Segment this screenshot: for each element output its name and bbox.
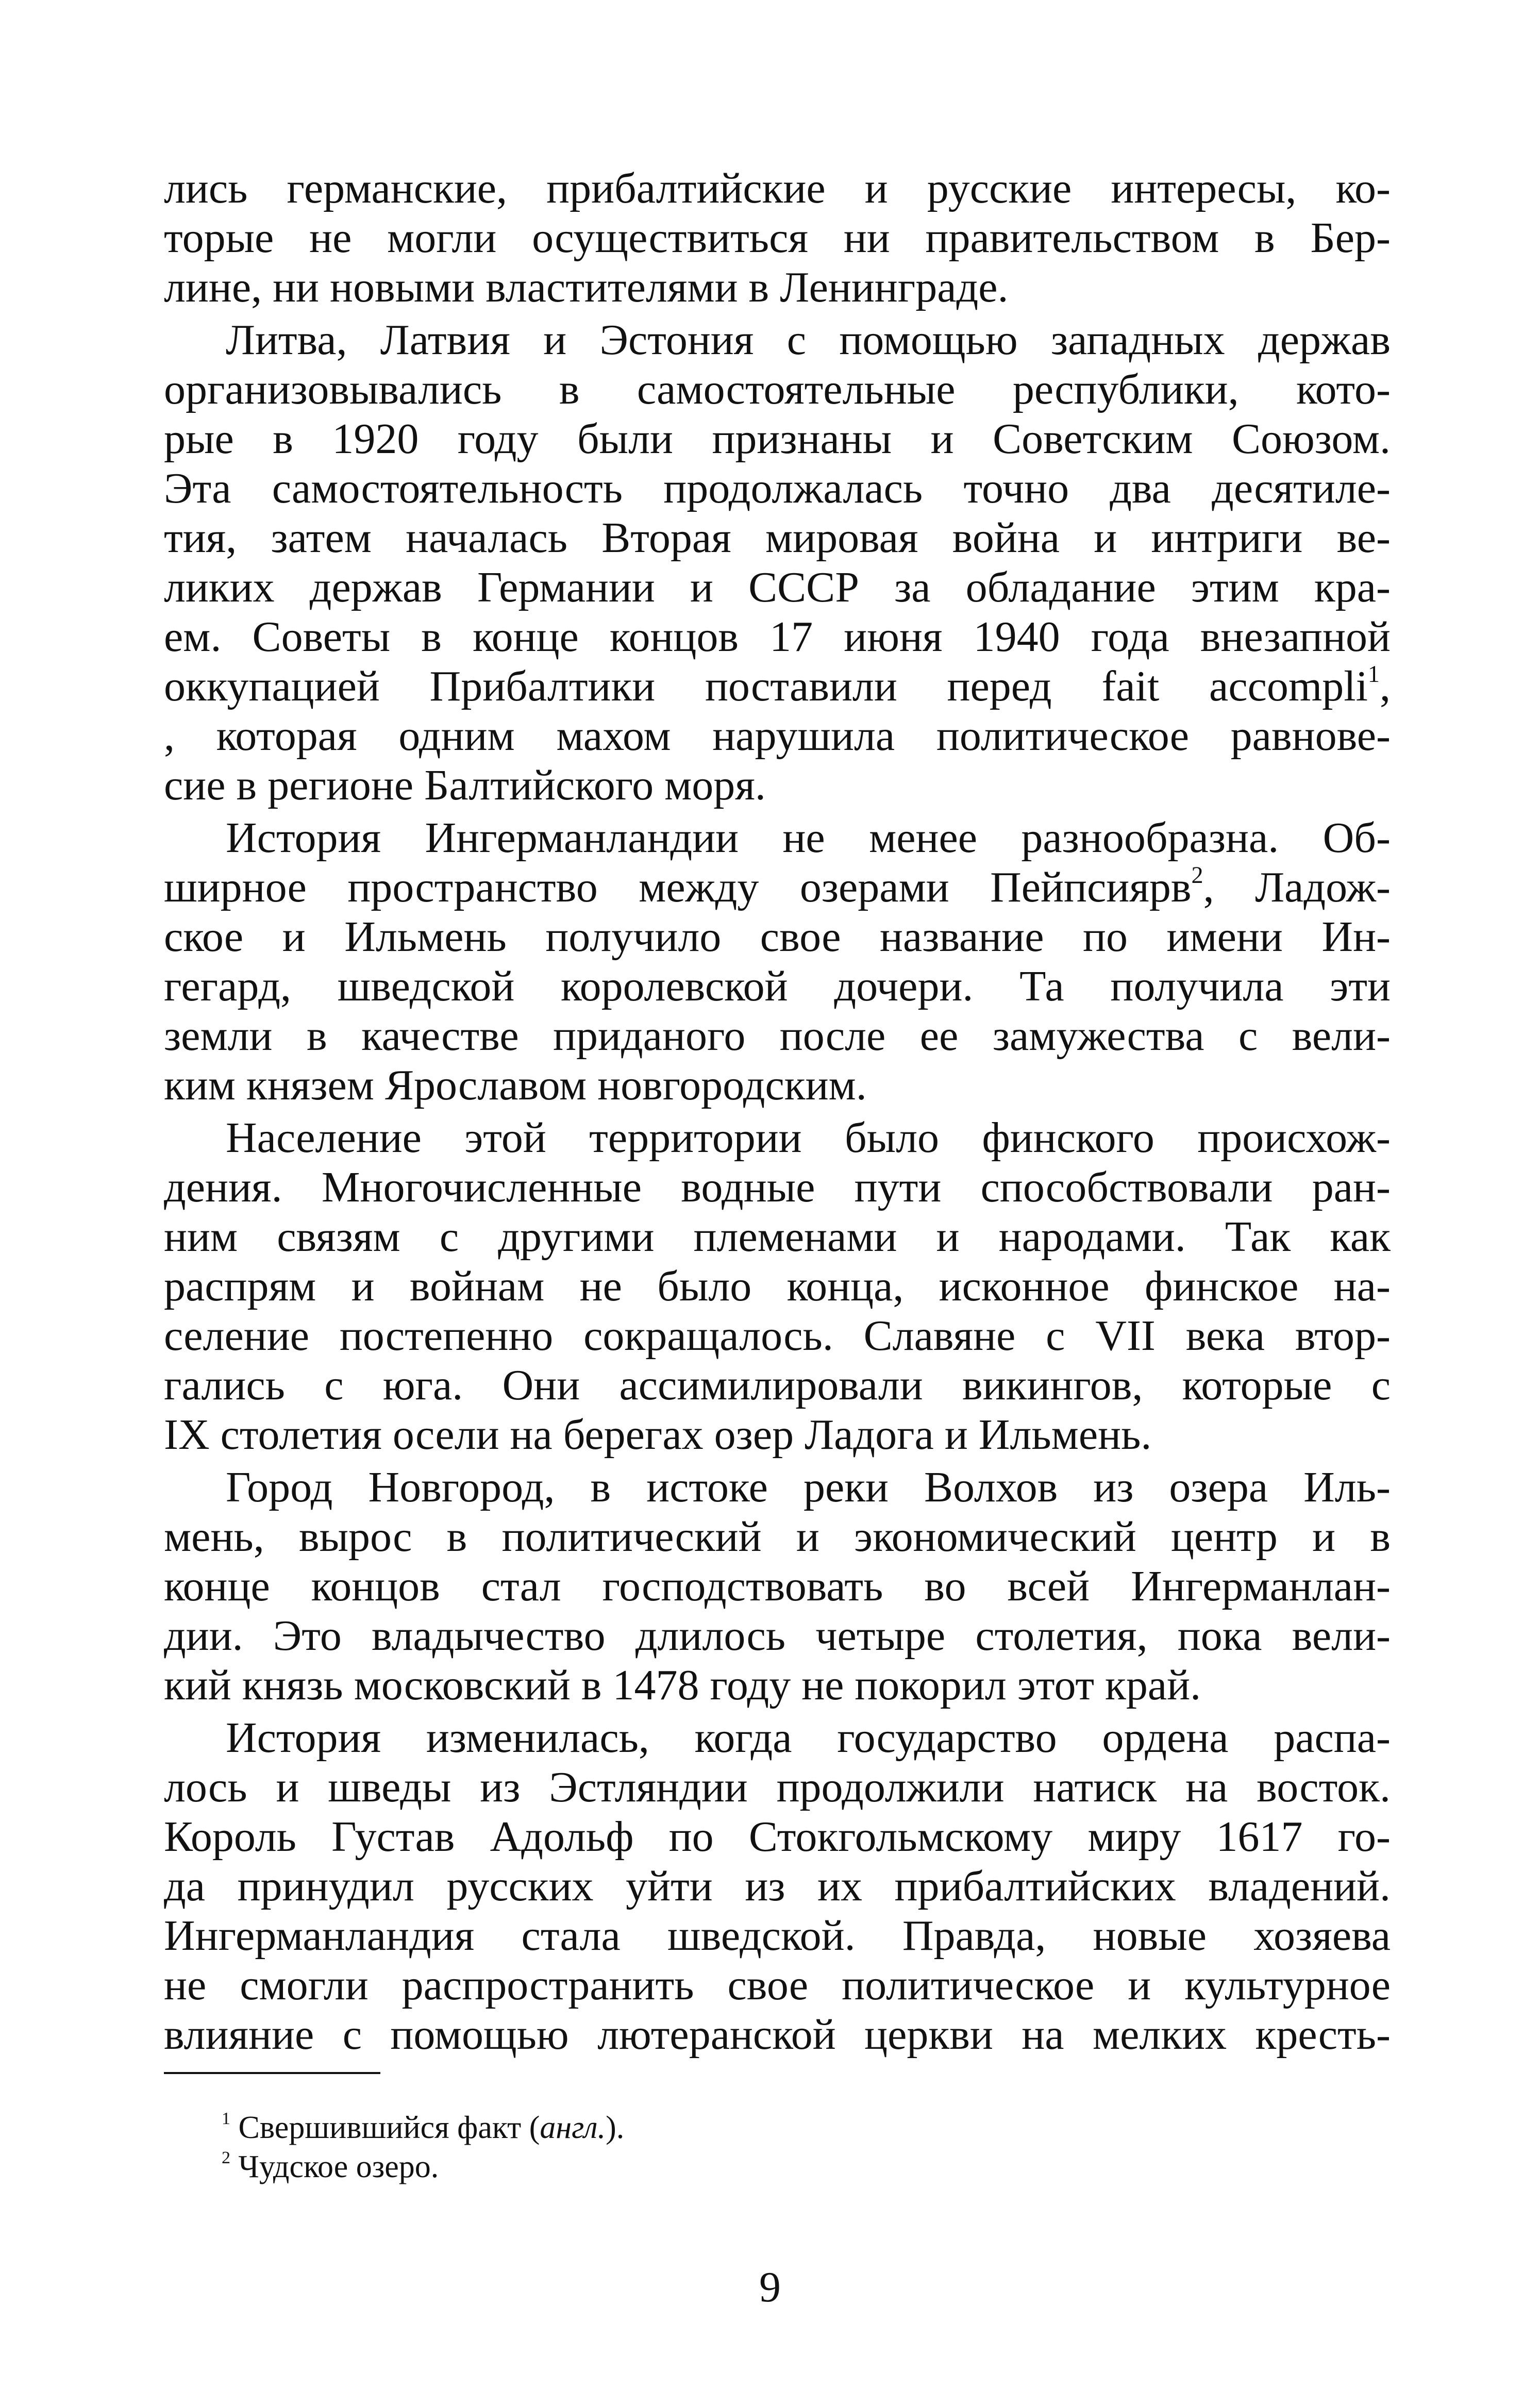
text-line: земли в качестве приданого после ее замужества с вели- bbox=[164, 1012, 1391, 1060]
text-line: влияние с помощью лютеранской церкви на мелких кресть- bbox=[164, 2011, 1391, 2059]
text-fragment: оккупацией Прибалтики поставили перед fait accompli bbox=[164, 662, 1368, 710]
text-line: Ингерманландия стала шведской. Правда, новые хозяева bbox=[164, 1912, 1391, 1960]
text-line: конце концов стал господствовать во всей Ингерманлан- bbox=[164, 1562, 1391, 1610]
footnotes bbox=[222, 2108, 1355, 2186]
text-line: организовывались в самостоятельные республики, кото- bbox=[164, 365, 1391, 413]
text-line: дения. Многочисленные водные пути способствовали ран- bbox=[164, 1163, 1391, 1211]
text-line: ким князем Ярославом новгородским. bbox=[164, 1061, 867, 1109]
footnote-ref: 1 bbox=[1367, 662, 1380, 688]
text-line: да принудил русских уйти из их прибалтийских владений. bbox=[164, 1862, 1391, 1910]
text-line: Литва, Латвия и Эстония с помощью западных держав bbox=[226, 316, 1391, 364]
text-line: лись германские, прибалтийские и русские интересы, ко- bbox=[164, 164, 1391, 212]
text-line: кий князь московский в 1478 году не покорил этот край. bbox=[164, 1661, 1201, 1709]
text-line: ем. Советы в конце концов 17 июня 1940 года внезапной bbox=[164, 613, 1391, 661]
text-line: оккупацией Прибалтики поставили перед fait accompli$^1$, bbox=[164, 662, 1391, 710]
text-line: мень, вырос в политический и экономический центр и в bbox=[164, 1513, 1391, 1561]
footnote-1 bbox=[222, 2108, 1355, 2147]
text-line: лине, ни новыми властителями в Ленинграде. bbox=[164, 263, 1009, 311]
footnote-mark: 2 bbox=[222, 2148, 231, 2168]
text-line: торые не могли осуществиться ни правительством в Бер- bbox=[164, 214, 1391, 262]
footnote-tail: ). bbox=[606, 2110, 625, 2145]
text-line: История изменилась, когда государство ордена распа- bbox=[226, 1714, 1391, 1762]
text-line: гались с юга. Они ассимилировали викингов, которые с bbox=[164, 1361, 1391, 1409]
text-line: распрям и войнам не было конца, исконное финское на- bbox=[164, 1262, 1391, 1310]
text-line: Король Густав Адольф по Стокгольмскому миру 1617 го- bbox=[164, 1813, 1391, 1861]
footnote-text: Свершившийся факт ( bbox=[238, 2110, 540, 2145]
text-line: рые в 1920 году были признаны и Советским Союзом. bbox=[164, 415, 1391, 463]
text-line: тия, затем началась Вторая мировая война и интриги ве- bbox=[164, 514, 1391, 562]
footnote-ref: 2 bbox=[1191, 863, 1203, 889]
text-line: гегард, шведской королевской дочери. Та получила эти bbox=[164, 962, 1391, 1010]
text-line: селение постепенно сокращалось. Славяне с VII века втор- bbox=[164, 1312, 1391, 1360]
main-text bbox=[164, 164, 1391, 2060]
footnote-divider bbox=[164, 2072, 380, 2074]
text-line: ним связям с другими племенами и народами. Так как bbox=[164, 1213, 1391, 1261]
text-line: сие в регионе Балтийского моря. bbox=[164, 761, 766, 809]
text-line: не смогли распространить свое политическое и культурное bbox=[164, 1961, 1391, 2009]
text-line: дии. Это владычество длилось четыре столетия, пока вели- bbox=[164, 1612, 1391, 1660]
text-fragment: ширное пространство между озерами Пейпсиярв bbox=[164, 863, 1192, 911]
text-line: Город Новгород, в истоке реки Волхов из озера Иль- bbox=[226, 1463, 1391, 1511]
footnote-italic: англ. bbox=[540, 2110, 606, 2145]
text-line bbox=[164, 863, 1391, 912]
text-line: Эта самостоятельность продолжалась точно два десятиле- bbox=[164, 464, 1391, 512]
text-line: История Ингерманландии не менее разнообразна. Об- bbox=[226, 814, 1391, 862]
footnote-2 bbox=[222, 2147, 1355, 2186]
footnote-mark: 1 bbox=[222, 2109, 231, 2129]
text-fragment: , Ладож- bbox=[1203, 863, 1391, 911]
text-line: Население этой территории было финского происхож- bbox=[226, 1114, 1391, 1162]
text-line: IX столетия осели на берегах озер Ладога и Ильмень. bbox=[164, 1411, 1152, 1459]
text-line: лось и шведы из Эстляндии продолжили натиск на восток. bbox=[164, 1763, 1391, 1811]
text-line: ликих держав Германии и СССР за обладание этим кра- bbox=[164, 563, 1391, 611]
page-number: 9 bbox=[759, 2263, 781, 2311]
footnote-text: Чудское озеро. bbox=[238, 2149, 439, 2184]
text-line: , которая одним махом нарушила политическое равнове- bbox=[164, 712, 1391, 760]
text-line: ское и Ильмень получило свое название по имени Ин- bbox=[164, 913, 1391, 961]
